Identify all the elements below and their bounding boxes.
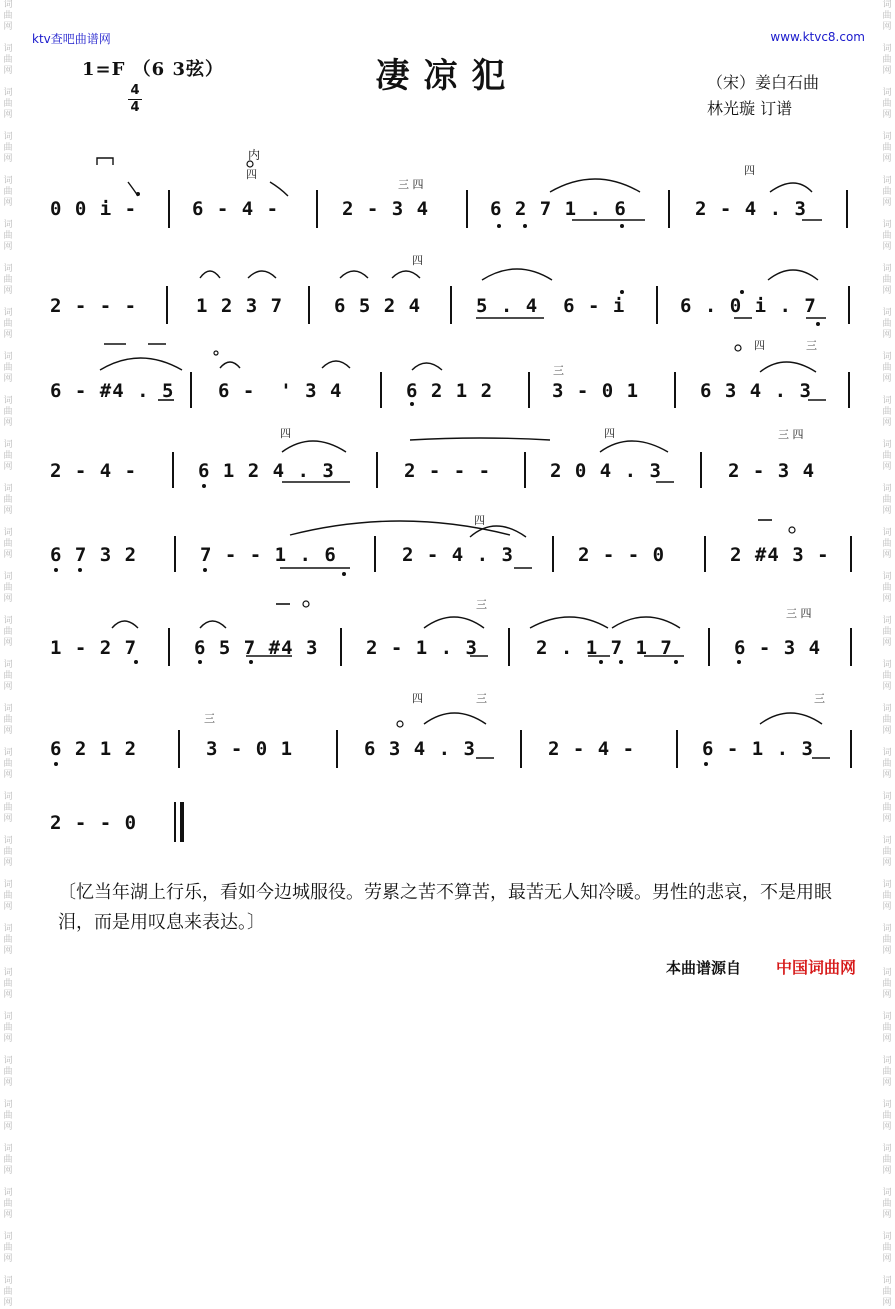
slur-mark: [392, 271, 420, 278]
barline: [846, 190, 848, 228]
measure: 2 - - 0: [50, 812, 138, 834]
fingering-si: 四: [412, 254, 423, 267]
fingering-sansi: 三 四: [786, 607, 812, 620]
song-description: 〔忆当年湖上行乐，看如今边城服役。劳累之苦不算苦，最苦无人知冷暖。男性的悲哀，不是用眼泪，而是用叹息来表达。〕: [58, 882, 832, 933]
fingering-san: 三: [476, 598, 487, 611]
slur-mark: [100, 358, 182, 370]
arrow-mark: [270, 182, 288, 196]
barline: [174, 536, 176, 572]
measure: 2 . 1 7 1 7: [536, 637, 673, 659]
octave-dot: [198, 660, 202, 664]
barline: [168, 628, 170, 666]
barline: [848, 372, 850, 408]
barline: [520, 730, 522, 768]
barline: [508, 628, 510, 666]
barline: [374, 536, 376, 572]
barline: [850, 730, 852, 768]
barline: [708, 628, 710, 666]
measure: 6 5 7 #4 3: [194, 637, 319, 659]
measure: 2 - 3 4: [728, 460, 816, 482]
fingering-si: 四: [412, 692, 423, 705]
measure: 3 - 0 1: [552, 380, 640, 402]
measure: 6 3 4 . 3: [364, 738, 476, 760]
measure: 6 7 3 2: [50, 544, 138, 566]
barline: [172, 452, 174, 488]
final-barline-thin: [174, 802, 176, 842]
measure: 6 2 1 2: [406, 380, 494, 402]
slur-mark: [424, 713, 486, 724]
fingering-si: 四: [604, 427, 615, 440]
barline: [308, 286, 310, 324]
harmonic-circle: [214, 351, 218, 355]
slur-mark: [200, 271, 220, 278]
measure: 6 3 4 . 3: [700, 380, 812, 402]
site-watermark-right: www.ktvc8.com: [770, 30, 865, 44]
fingering-san: 三: [814, 692, 825, 705]
slur-mark: [550, 179, 640, 192]
slur-mark: [482, 269, 552, 280]
measure: 6 - 4 -: [192, 198, 280, 220]
site-watermark-left: ktv查吧曲谱网: [32, 32, 111, 46]
measure: 0 0 i -: [50, 198, 138, 220]
octave-dot: [203, 568, 207, 572]
measure: 6 . 0 i . 7: [680, 295, 817, 317]
slur-mark: [340, 271, 368, 278]
barline: [336, 730, 338, 768]
barline: [450, 286, 452, 324]
slur-mark: [282, 441, 346, 452]
harmonic-circle: [735, 345, 741, 351]
barline: [528, 372, 530, 408]
slur-mark: [530, 617, 608, 628]
slur-mark: [220, 362, 240, 368]
barline: [166, 286, 168, 324]
barline: [848, 286, 850, 324]
measure: 1 - 2 7: [50, 637, 138, 659]
slur-mark: [200, 621, 226, 628]
octave-dot: [134, 660, 138, 664]
fingering-si: 四: [280, 427, 291, 440]
octave-dot: [740, 290, 744, 294]
measure: 2 - - -: [404, 460, 492, 482]
measure: 6 - 1 . 3: [702, 738, 814, 760]
barline: [700, 452, 702, 488]
octave-dot: [523, 224, 527, 228]
octave-dot: [674, 660, 678, 664]
measure: 1 2 3 7: [196, 295, 284, 317]
octave-dot: [620, 290, 624, 294]
fingering-si: 四: [474, 514, 485, 527]
slur-mark: [612, 617, 680, 628]
measure: 6 - #4 . 5: [50, 380, 175, 402]
slur-mark: [112, 621, 138, 628]
composer-credit: （宋）姜白石曲: [707, 73, 820, 92]
fingering-si: 四: [744, 164, 755, 177]
octave-dot: [619, 660, 623, 664]
score-title: 凄凉犯: [375, 56, 520, 96]
barline: [676, 730, 678, 768]
slur-mark: [768, 270, 818, 280]
barline: [674, 372, 676, 408]
measure: 6 2 7 1 . 6: [490, 198, 627, 220]
arranger-credit: 林光璇 订谱: [707, 99, 793, 118]
measure: 2 0 4 . 3: [550, 460, 662, 482]
fingering-san: 三: [476, 692, 487, 705]
fingering-san: 三: [806, 339, 817, 352]
fingering-si: 四: [246, 168, 257, 181]
fingering-san: 三: [553, 364, 564, 377]
octave-dot: [497, 224, 501, 228]
harmonic-circle: [397, 721, 403, 727]
barline: [376, 452, 378, 488]
measure: 2 - 4 -: [50, 460, 138, 482]
barline: [168, 190, 170, 228]
slur-mark: [760, 362, 816, 372]
meter-bottom: 4: [130, 100, 140, 115]
octave-dot: [816, 322, 820, 326]
barline: [552, 536, 554, 572]
slur-mark: [248, 271, 276, 278]
octave-dot: [249, 660, 253, 664]
harmonic-circle: [303, 601, 309, 607]
slur-mark: [412, 363, 442, 370]
barline: [668, 190, 670, 228]
measure: 2 - - -: [50, 295, 138, 317]
harmonic-circle: [789, 527, 795, 533]
octave-dot: [342, 572, 346, 576]
source-site-link[interactable]: 中国词曲网: [776, 958, 857, 977]
meter-top: 4: [130, 83, 140, 98]
measure: 6 1 2 4 . 3: [198, 460, 335, 482]
side-watermark-left: 词 曲 网 词 曲 网 词 曲 网 词 曲 网 词 曲 网 词 曲 网 词 曲 网 词 曲 网 词 曲 网 词 曲 网 词 曲 网 词 曲 网 词 曲 网 词 曲 网 词 曲 网 词 曲 网 词 曲 网 词 曲 网 词 曲 网 词 曲 网 词 曲 网 词 曲 网 词 曲 网 词 曲 网 词 曲 网 词 曲 网 词 曲 网 词 曲 网 词 曲 网 词 曲 网: [3, 0, 13, 1308]
measure: 6 5 2 4: [334, 295, 422, 317]
measure: 2 - 4 . 3: [695, 198, 807, 220]
measure: 2 - - 0: [578, 544, 666, 566]
measure: 7 - - 1 . 6: [200, 544, 337, 566]
slur-mark: [770, 183, 812, 192]
fingering-sansi: 三 四: [778, 428, 804, 441]
octave-dot: [410, 402, 414, 406]
barline: [656, 286, 658, 324]
final-barline-thick: [180, 802, 184, 842]
measure: 2 #4 3 -: [730, 544, 830, 566]
barline: [850, 536, 852, 572]
barline: [190, 372, 192, 408]
barline: [340, 628, 342, 666]
measure: 3 - 0 1: [206, 738, 294, 760]
barline: [524, 452, 526, 488]
key-signature: 1=F （6 3弦）: [82, 59, 224, 80]
fingering-nei: 内: [248, 148, 261, 162]
fingering-si: 四: [754, 339, 765, 352]
slur-mark: [322, 361, 350, 368]
measure: 5 . 4 6 - i: [476, 295, 626, 317]
octave-dot: [620, 224, 624, 228]
slur-mark: [760, 713, 822, 724]
barline: [704, 536, 706, 572]
breath-bracket-mark: [97, 158, 113, 165]
measure: 6 2 1 2: [50, 738, 138, 760]
barline: [380, 372, 382, 408]
barline: [466, 190, 468, 228]
barline: [316, 190, 318, 228]
measure: 6 - ' 3 4: [218, 380, 343, 402]
barline: [178, 730, 180, 768]
slur-mark: [424, 617, 484, 628]
octave-dot: [737, 660, 741, 664]
measure: 2 - 1 . 3: [366, 637, 478, 659]
measure: 2 - 3 4: [342, 198, 430, 220]
measure: 6 - 3 4: [734, 637, 822, 659]
octave-dot: [54, 762, 58, 766]
slur-mark: [410, 438, 550, 440]
octave-dot: [202, 484, 206, 488]
octave-dot: [136, 192, 140, 196]
octave-dot: [54, 568, 58, 572]
octave-dot: [704, 762, 708, 766]
measure: 2 - 4 . 3: [402, 544, 514, 566]
octave-dot: [78, 568, 82, 572]
barline: [850, 628, 852, 666]
source-label: 本曲谱源自: [666, 959, 742, 977]
octave-dot: [599, 660, 603, 664]
fingering-sansi: 三 四: [398, 178, 424, 191]
slur-mark: [600, 441, 668, 452]
side-watermark-right: 词 曲 网 词 曲 网 词 曲 网 词 曲 网 词 曲 网 词 曲 网 词 曲 网 词 曲 网 词 曲 网 词 曲 网 词 曲 网 词 曲 网 词 曲 网 词 曲 网 词 曲 网 词 曲 网 词 曲 网 词 曲 网 词 曲 网 词 曲 网 词 曲 网 词 曲 网 词 曲 网 词 曲 网 词 曲 网 词 曲 网 词 曲 网 词 曲 网 词 曲 网 词 曲 网: [882, 0, 892, 1308]
fingering-san: 三: [204, 712, 215, 725]
measure: 2 - 4 -: [548, 738, 636, 760]
